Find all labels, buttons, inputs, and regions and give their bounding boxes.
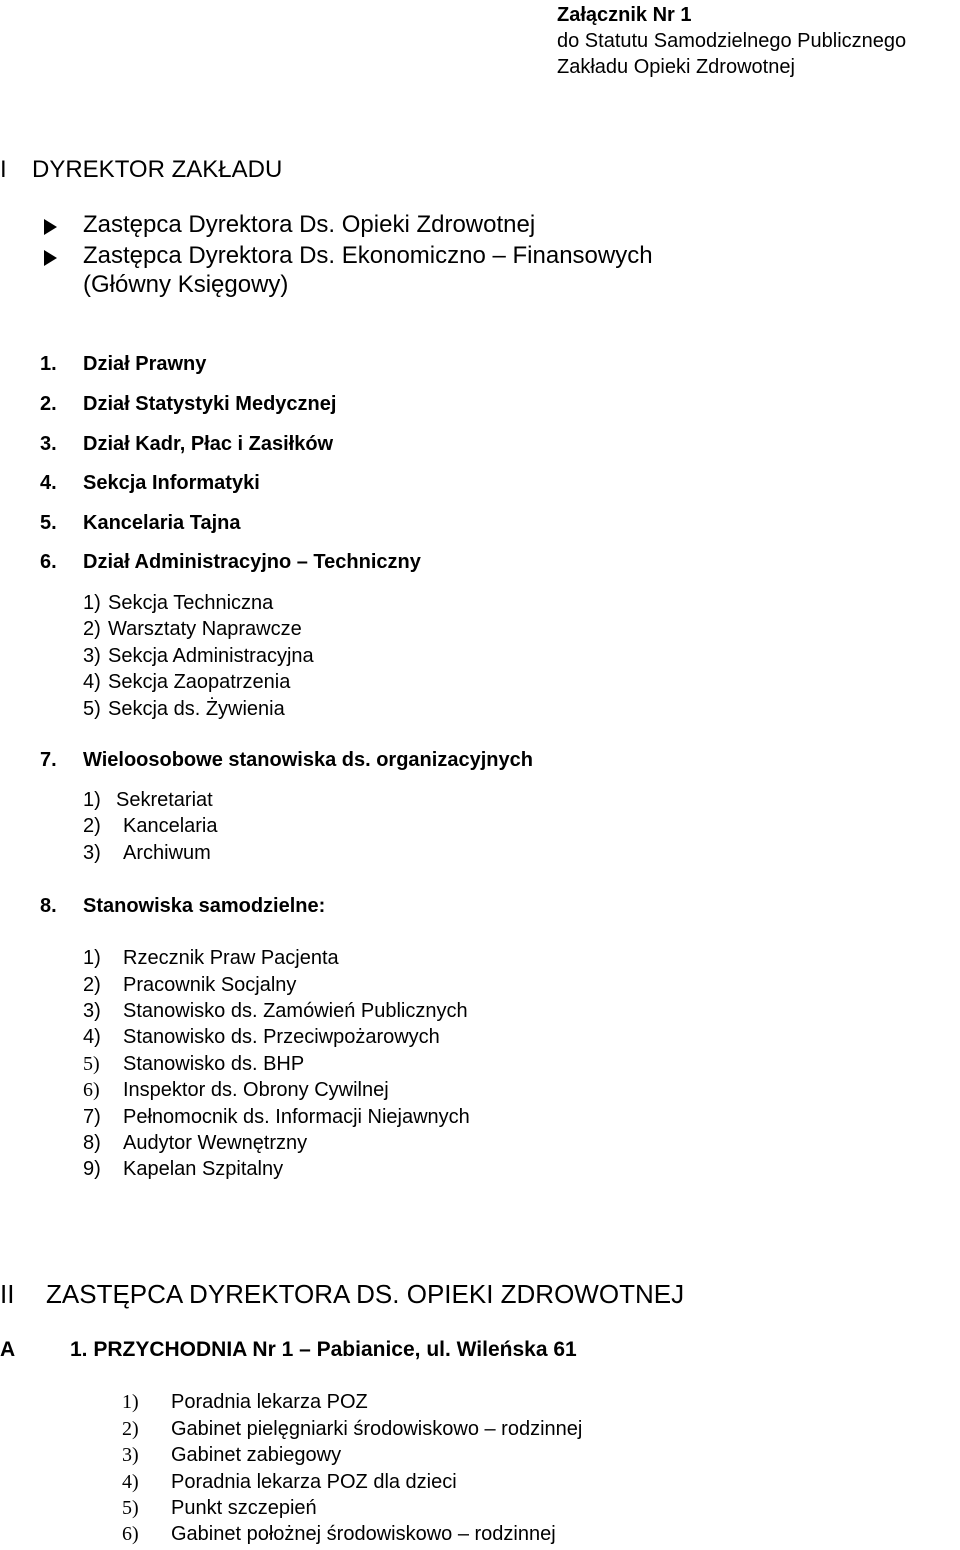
clinic-item-number: 5) (122, 1497, 139, 1519)
subunit-number: 5) (83, 698, 101, 720)
subunit-label: Stanowisko ds. BHP (123, 1053, 305, 1075)
subunit-label: Sekcja ds. Żywienia (108, 698, 285, 720)
unit-number: 2. (40, 393, 57, 415)
subunit-number: 1) (83, 592, 101, 614)
subunit-label: Sekcja Administracyjna (108, 645, 314, 667)
clinic-item-number: 6) (122, 1523, 139, 1545)
clinic-item-label: Poradnia lekarza POZ (171, 1391, 368, 1413)
annex-line-1: do Statutu Samodzielnego Publicznego (557, 30, 907, 52)
deputy-item (44, 245, 57, 273)
section-2-roman: II (0, 1279, 15, 1309)
subunit-label: Inspektor ds. Obrony Cywilnej (123, 1079, 389, 1101)
deputy-label: Zastępca Dyrektora Ds. Opieki Zdrowotnej (83, 211, 536, 238)
section-2-title: ZASTĘPCA DYREKTORA DS. OPIEKI ZDROWOTNEJ (46, 1279, 685, 1309)
deputy-note: (Główny Księgowy) (83, 271, 289, 298)
subunit-label: Sekcja Zaopatrzenia (108, 671, 291, 693)
subunit-label: Audytor Wewnętrzny (123, 1132, 308, 1154)
subunit-number: 5) (83, 1053, 100, 1075)
subunit-number: 8) (83, 1132, 101, 1154)
arrow-bullet-icon (44, 250, 57, 266)
unit-number: 3. (40, 433, 57, 455)
subunit-label: Stanowisko ds. Przeciwpożarowych (123, 1026, 440, 1048)
clinic-item-label: Gabinet położnej środowiskowo – rodzinnej (171, 1523, 556, 1545)
unit-label: Dział Kadr, Płac i Zasiłków (83, 433, 334, 455)
clinic-item-label: Gabinet pielęgniarki środowiskowo – rodzinnej (171, 1418, 583, 1440)
subunit-number: 3) (83, 1000, 101, 1022)
unit-label: Dział Statystyki Medycznej (83, 393, 337, 415)
deputy-label: Zastępca Dyrektora Ds. Ekonomiczno – Finansowych (83, 242, 653, 269)
subsection-letter: A (0, 1338, 16, 1361)
clinic-item-label: Punkt szczepień (171, 1497, 317, 1519)
subunit-label: Warsztaty Naprawcze (108, 618, 302, 640)
unit-label: Kancelaria Tajna (83, 512, 241, 534)
clinic-title: 1. PRZYCHODNIA Nr 1 – Pabianice, ul. Wileńska 61 (70, 1338, 577, 1361)
subunit-number: 3) (83, 842, 101, 864)
subunit-number: 6) (83, 1079, 100, 1101)
clinic-item-number: 2) (122, 1418, 139, 1440)
unit-label: Dział Administracyjno – Techniczny (83, 551, 421, 573)
clinic-item-label: Gabinet zabiegowy (171, 1444, 342, 1466)
section-1-roman: I (0, 156, 7, 183)
subunit-label: Pracownik Socjalny (123, 974, 297, 996)
deputy-item (44, 214, 57, 242)
unit-number: 6. (40, 551, 57, 573)
subunit-number: 1) (83, 789, 101, 811)
unit-label: Sekcja Informatyki (83, 472, 260, 494)
unit-label: Dział Prawny (83, 353, 207, 375)
clinic-item-label: Poradnia lekarza POZ dla dzieci (171, 1471, 457, 1493)
subunit-number: 2) (83, 815, 101, 837)
subunit-number: 2) (83, 974, 101, 996)
clinic-item-number: 3) (122, 1444, 139, 1466)
annex-line-2: Zakładu Opieki Zdrowotnej (557, 56, 795, 78)
section-1-title: DYREKTOR ZAKŁADU (32, 156, 283, 183)
clinic-item-number: 4) (122, 1471, 139, 1493)
annex-header (557, 2, 906, 80)
annex-title: Załącznik Nr 1 (557, 4, 692, 26)
unit-number: 7. (40, 749, 57, 771)
subunit-label: Sekcja Techniczna (108, 592, 274, 614)
subunit-number: 2) (83, 618, 101, 640)
subunit-number: 4) (83, 671, 101, 693)
unit-number: 4. (40, 472, 57, 494)
subunit-label: Rzecznik Praw Pacjenta (123, 947, 339, 969)
unit-label: Wieloosobowe stanowiska ds. organizacyjnych (83, 749, 533, 771)
subunit-number: 1) (83, 947, 101, 969)
subunit-number: 4) (83, 1026, 101, 1048)
unit-label: Stanowiska samodzielne: (83, 895, 326, 917)
subunit-label: Kapelan Szpitalny (123, 1158, 284, 1180)
subunit-number: 3) (83, 645, 101, 667)
subunit-number: 7) (83, 1106, 101, 1128)
unit-number: 1. (40, 353, 57, 375)
subunit-label: Kancelaria (123, 815, 218, 837)
clinic-item-number: 1) (122, 1391, 139, 1413)
subunit-label: Stanowisko ds. Zamówień Publicznych (123, 1000, 468, 1022)
unit-number: 5. (40, 512, 57, 534)
subunit-label: Pełnomocnik ds. Informacji Niejawnych (123, 1106, 470, 1128)
subunit-label: Archiwum (123, 842, 211, 864)
arrow-bullet-icon (44, 219, 57, 235)
subunit-label: Sekretariat (116, 789, 213, 811)
unit-number: 8. (40, 895, 57, 917)
subunit-number: 9) (83, 1158, 101, 1180)
